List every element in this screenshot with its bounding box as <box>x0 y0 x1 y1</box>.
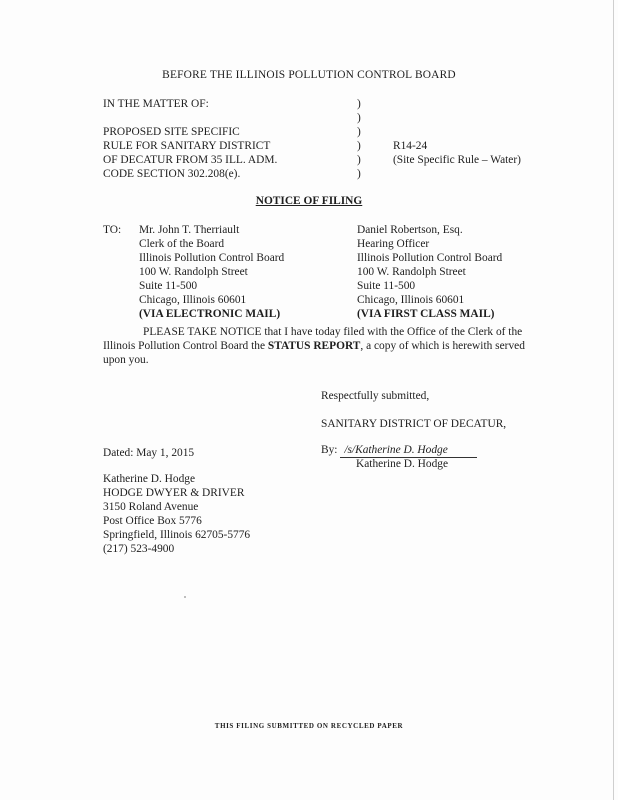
caption-parens <box>357 97 361 181</box>
docket-line: (Site Specific Rule – Water) <box>393 154 521 166</box>
address-line: 100 W. Randolph Street <box>357 266 466 278</box>
address-line: Hearing Officer <box>357 238 430 250</box>
address-line: Chicago, Illinois 60601 <box>139 294 247 306</box>
scan-speck <box>184 596 186 598</box>
firm-line: HODGE DWYER & DRIVER <box>103 487 245 499</box>
signoff: Respectfully submitted, <box>321 390 430 402</box>
firm-line: Springfield, Illinois 62705-5776 <box>103 529 251 541</box>
notice-body <box>103 325 548 367</box>
address-line: Suite 11-500 <box>357 280 416 292</box>
notice-paragraph <box>103 325 548 367</box>
recipient-clerk <box>139 223 284 321</box>
filing-party: SANITARY DISTRICT OF DECATUR, <box>321 418 507 430</box>
address-line: Daniel Robertson, Esq. <box>357 224 463 236</box>
docket-line: R14-24 <box>393 140 428 152</box>
matter-label: IN THE MATTER OF: <box>103 98 209 110</box>
recycled-paper-footer: THIS FILING SUBMITTED ON RECYCLED PAPER <box>214 722 404 730</box>
address-line: 100 W. Randolph Street <box>139 266 248 278</box>
signature-line <box>321 443 477 458</box>
attorney-block <box>103 472 250 556</box>
firm-line: Katherine D. Hodge <box>103 473 196 485</box>
address-line: Illinois Pollution Control Board <box>357 252 503 264</box>
paren: ) <box>357 168 361 180</box>
recipient-hearing-officer <box>357 223 502 321</box>
by-label: By: <box>321 444 338 456</box>
caption-line: OF DECATUR FROM 35 ILL. ADM. <box>103 154 278 166</box>
page-edge <box>613 0 614 800</box>
address-line: Suite 11-500 <box>139 280 198 292</box>
paren: ) <box>357 140 361 152</box>
document-name: STATUS REPORT <box>267 340 361 352</box>
to-label: TO: <box>103 224 122 236</box>
paren: ) <box>357 98 361 110</box>
address-line: Illinois Pollution Control Board <box>139 252 285 264</box>
board-caption: BEFORE THE ILLINOIS POLLUTION CONTROL BOARD <box>162 69 456 81</box>
address-line: Clerk of the Board <box>139 238 225 250</box>
electronic-signature: /s/Katherine D. Hodge <box>340 443 477 458</box>
address-line: Mr. John T. Therriault <box>139 224 240 236</box>
delivery-method: (VIA ELECTRONIC MAIL) <box>139 308 281 320</box>
docket-number <box>393 139 521 167</box>
body-text: PLEASE TAKE NOTICE that I have today filed with the Office of the Clerk of the Illinois Pollution Control Board the <box>103 326 523 352</box>
caption-line: PROPOSED SITE SPECIFIC <box>103 126 240 138</box>
body-text: , a copy of which is herewith served upon you. <box>103 340 525 366</box>
date-line: Dated: May 1, 2015 <box>103 447 195 459</box>
firm-line: Post Office Box 5776 <box>103 515 202 527</box>
delivery-method: (VIA FIRST CLASS MAIL) <box>357 308 495 320</box>
caption-line: RULE FOR SANITARY DISTRICT <box>103 140 271 152</box>
notice-title: NOTICE OF FILING <box>255 195 363 207</box>
firm-line: 3150 Roland Avenue <box>103 501 199 513</box>
signer-name: Katherine D. Hodge <box>356 458 449 470</box>
address-line: Chicago, Illinois 60601 <box>357 294 465 306</box>
paren: ) <box>357 126 361 138</box>
firm-line: (217) 523-4900 <box>103 543 175 555</box>
paren: ) <box>357 154 361 166</box>
case-caption <box>103 125 277 181</box>
caption-line: CODE SECTION 302.208(e). <box>103 168 241 180</box>
paren: ) <box>357 112 361 124</box>
